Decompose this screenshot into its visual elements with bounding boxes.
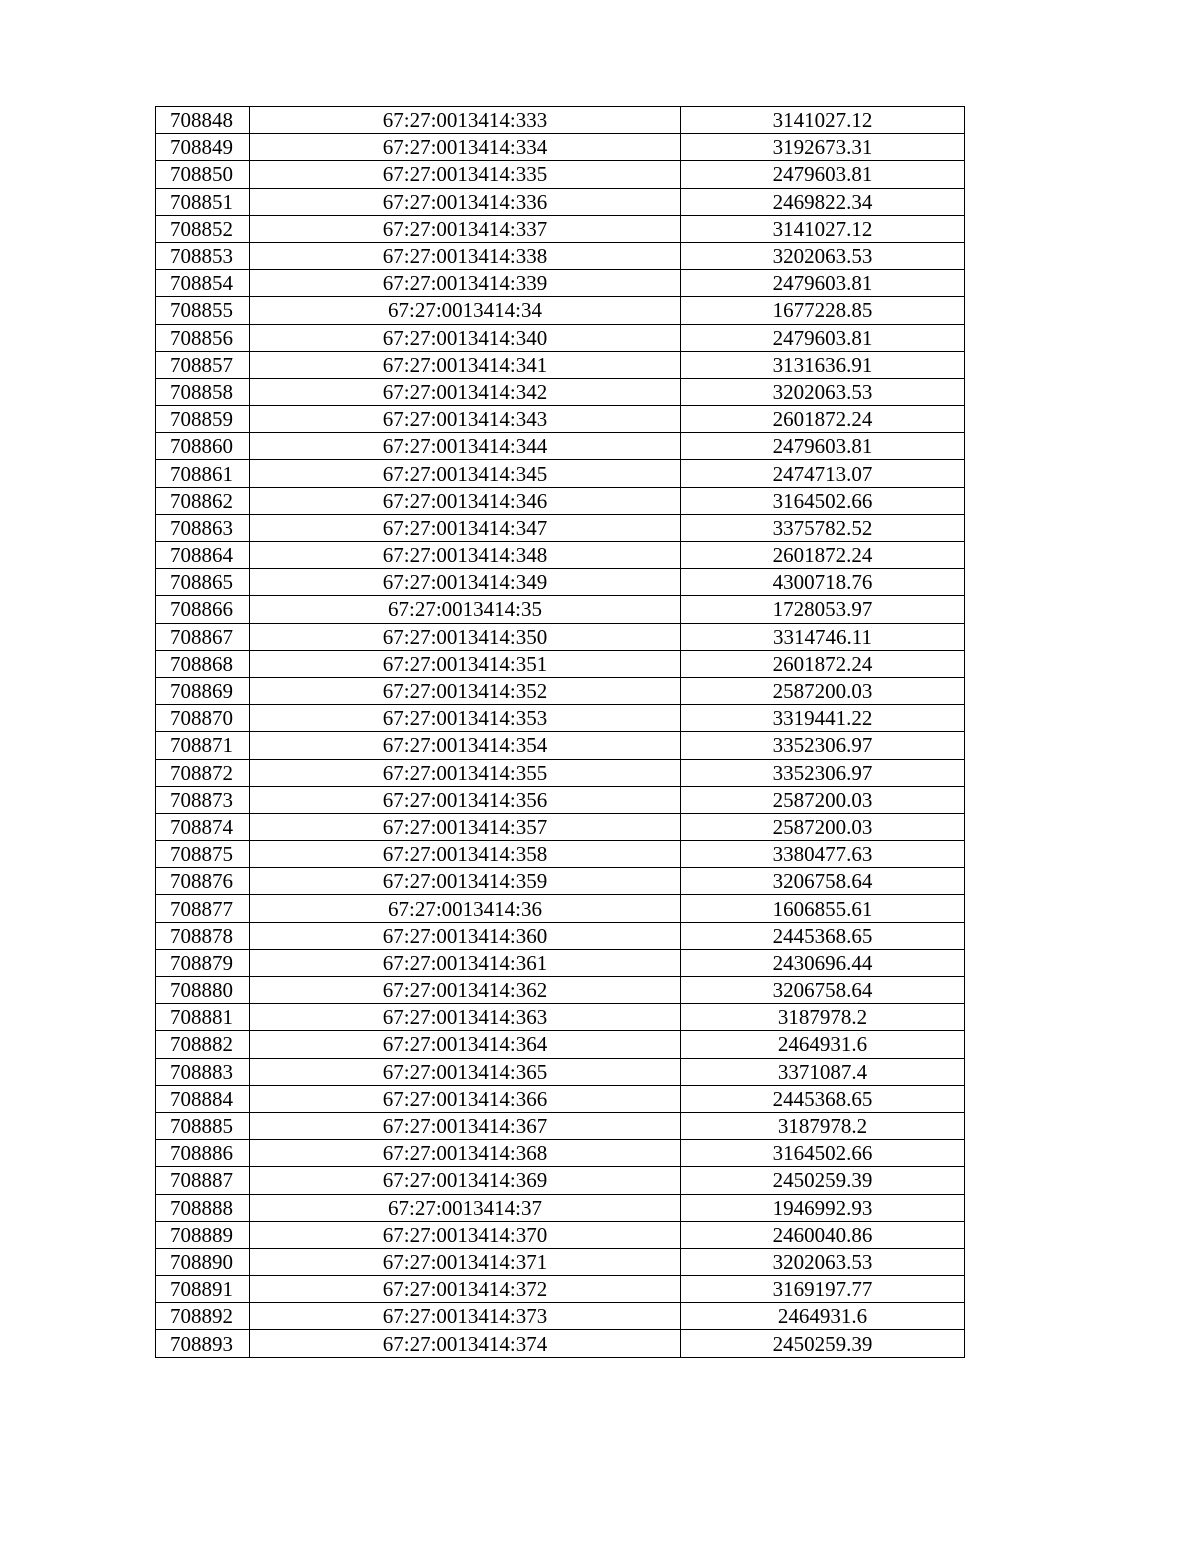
value-cell: 3164502.66 xyxy=(681,487,965,514)
row-number-cell: 708880 xyxy=(156,977,250,1004)
cadastral-number-cell: 67:27:0013414:363 xyxy=(250,1004,681,1031)
table-row xyxy=(156,487,965,514)
cadastral-number-cell: 67:27:0013414:357 xyxy=(250,813,681,840)
table-row xyxy=(156,732,965,759)
row-number-cell: 708870 xyxy=(156,705,250,732)
row-number-cell: 708881 xyxy=(156,1004,250,1031)
row-number-cell: 708875 xyxy=(156,841,250,868)
cadastral-number-cell: 67:27:0013414:37 xyxy=(250,1194,681,1221)
row-number-cell: 708893 xyxy=(156,1330,250,1357)
value-cell: 3314746.11 xyxy=(681,623,965,650)
row-number-cell: 708873 xyxy=(156,786,250,813)
value-cell: 3192673.31 xyxy=(681,134,965,161)
cadastral-number-cell: 67:27:0013414:368 xyxy=(250,1140,681,1167)
row-number-cell: 708866 xyxy=(156,596,250,623)
value-cell: 3187978.2 xyxy=(681,1004,965,1031)
table-row xyxy=(156,242,965,269)
cadastral-number-cell: 67:27:0013414:355 xyxy=(250,759,681,786)
row-number-cell: 708854 xyxy=(156,270,250,297)
table-row xyxy=(156,378,965,405)
cadastral-number-cell: 67:27:0013414:338 xyxy=(250,242,681,269)
cadastral-number-cell: 67:27:0013414:366 xyxy=(250,1085,681,1112)
value-cell: 1946992.93 xyxy=(681,1194,965,1221)
table-row xyxy=(156,514,965,541)
value-cell: 2601872.24 xyxy=(681,542,965,569)
value-cell: 3375782.52 xyxy=(681,514,965,541)
table-row xyxy=(156,1248,965,1275)
table-row xyxy=(156,188,965,215)
table-row xyxy=(156,949,965,976)
value-cell: 2601872.24 xyxy=(681,406,965,433)
table-row xyxy=(156,922,965,949)
row-number-cell: 708892 xyxy=(156,1303,250,1330)
value-cell: 3352306.97 xyxy=(681,759,965,786)
table-row xyxy=(156,596,965,623)
value-cell: 3206758.64 xyxy=(681,977,965,1004)
row-number-cell: 708876 xyxy=(156,868,250,895)
cadastral-number-cell: 67:27:0013414:359 xyxy=(250,868,681,895)
row-number-cell: 708856 xyxy=(156,324,250,351)
value-cell: 2464931.6 xyxy=(681,1031,965,1058)
cadastral-number-cell: 67:27:0013414:347 xyxy=(250,514,681,541)
value-cell: 2460040.86 xyxy=(681,1221,965,1248)
cadastral-number-cell: 67:27:0013414:335 xyxy=(250,161,681,188)
value-cell: 2479603.81 xyxy=(681,270,965,297)
row-number-cell: 708862 xyxy=(156,487,250,514)
cadastral-number-cell: 67:27:0013414:354 xyxy=(250,732,681,759)
value-cell: 3380477.63 xyxy=(681,841,965,868)
row-number-cell: 708857 xyxy=(156,351,250,378)
table-row xyxy=(156,895,965,922)
row-number-cell: 708885 xyxy=(156,1112,250,1139)
value-cell: 2474713.07 xyxy=(681,460,965,487)
value-cell: 2479603.81 xyxy=(681,433,965,460)
cadastral-number-cell: 67:27:0013414:343 xyxy=(250,406,681,433)
table-row xyxy=(156,868,965,895)
cadastral-number-cell: 67:27:0013414:348 xyxy=(250,542,681,569)
row-number-cell: 708865 xyxy=(156,569,250,596)
cadastral-number-cell: 67:27:0013414:337 xyxy=(250,215,681,242)
row-number-cell: 708867 xyxy=(156,623,250,650)
row-number-cell: 708877 xyxy=(156,895,250,922)
row-number-cell: 708886 xyxy=(156,1140,250,1167)
table-row xyxy=(156,650,965,677)
row-number-cell: 708864 xyxy=(156,542,250,569)
value-cell: 1606855.61 xyxy=(681,895,965,922)
row-number-cell: 708855 xyxy=(156,297,250,324)
table-row xyxy=(156,297,965,324)
cadastral-number-cell: 67:27:0013414:334 xyxy=(250,134,681,161)
value-cell: 2430696.44 xyxy=(681,949,965,976)
value-cell: 4300718.76 xyxy=(681,569,965,596)
table-row xyxy=(156,1004,965,1031)
cadastral-number-cell: 67:27:0013414:349 xyxy=(250,569,681,596)
cadastral-number-cell: 67:27:0013414:364 xyxy=(250,1031,681,1058)
cadastral-number-cell: 67:27:0013414:351 xyxy=(250,650,681,677)
row-number-cell: 708887 xyxy=(156,1167,250,1194)
cadastral-number-cell: 67:27:0013414:336 xyxy=(250,188,681,215)
value-cell: 3131636.91 xyxy=(681,351,965,378)
row-number-cell: 708872 xyxy=(156,759,250,786)
row-number-cell: 708879 xyxy=(156,949,250,976)
table-row xyxy=(156,759,965,786)
cadastral-number-cell: 67:27:0013414:362 xyxy=(250,977,681,1004)
table-row xyxy=(156,324,965,351)
table-row xyxy=(156,270,965,297)
cadastral-number-cell: 67:27:0013414:35 xyxy=(250,596,681,623)
table-row xyxy=(156,1303,965,1330)
cadastral-number-cell: 67:27:0013414:333 xyxy=(250,107,681,134)
table-row xyxy=(156,705,965,732)
table-row xyxy=(156,134,965,161)
row-number-cell: 708888 xyxy=(156,1194,250,1221)
row-number-cell: 708883 xyxy=(156,1058,250,1085)
value-cell: 3187978.2 xyxy=(681,1112,965,1139)
row-number-cell: 708848 xyxy=(156,107,250,134)
cadastral-number-cell: 67:27:0013414:365 xyxy=(250,1058,681,1085)
table-row xyxy=(156,1276,965,1303)
table-row xyxy=(156,786,965,813)
value-cell: 2464931.6 xyxy=(681,1303,965,1330)
value-cell: 2587200.03 xyxy=(681,786,965,813)
cadastral-number-cell: 67:27:0013414:344 xyxy=(250,433,681,460)
value-cell: 3371087.4 xyxy=(681,1058,965,1085)
row-number-cell: 708891 xyxy=(156,1276,250,1303)
value-cell: 1728053.97 xyxy=(681,596,965,623)
table-row xyxy=(156,161,965,188)
row-number-cell: 708853 xyxy=(156,242,250,269)
table-row xyxy=(156,351,965,378)
table-row xyxy=(156,977,965,1004)
cadastral-number-cell: 67:27:0013414:340 xyxy=(250,324,681,351)
cadastral-number-cell: 67:27:0013414:36 xyxy=(250,895,681,922)
value-cell: 3319441.22 xyxy=(681,705,965,732)
value-cell: 3169197.77 xyxy=(681,1276,965,1303)
cadastral-number-cell: 67:27:0013414:370 xyxy=(250,1221,681,1248)
cadastral-number-cell: 67:27:0013414:360 xyxy=(250,922,681,949)
value-cell: 2601872.24 xyxy=(681,650,965,677)
table-row xyxy=(156,1112,965,1139)
row-number-cell: 708850 xyxy=(156,161,250,188)
value-cell: 2587200.03 xyxy=(681,677,965,704)
row-number-cell: 708851 xyxy=(156,188,250,215)
table-row xyxy=(156,1058,965,1085)
row-number-cell: 708874 xyxy=(156,813,250,840)
row-number-cell: 708868 xyxy=(156,650,250,677)
row-number-cell: 708859 xyxy=(156,406,250,433)
table-row xyxy=(156,1330,965,1357)
data-table xyxy=(155,106,965,1358)
value-cell: 3141027.12 xyxy=(681,107,965,134)
cadastral-number-cell: 67:27:0013414:34 xyxy=(250,297,681,324)
row-number-cell: 708861 xyxy=(156,460,250,487)
row-number-cell: 708889 xyxy=(156,1221,250,1248)
cadastral-number-cell: 67:27:0013414:374 xyxy=(250,1330,681,1357)
value-cell: 1677228.85 xyxy=(681,297,965,324)
row-number-cell: 708871 xyxy=(156,732,250,759)
value-cell: 2450259.39 xyxy=(681,1330,965,1357)
value-cell: 3202063.53 xyxy=(681,242,965,269)
value-cell: 3352306.97 xyxy=(681,732,965,759)
cadastral-number-cell: 67:27:0013414:372 xyxy=(250,1276,681,1303)
table-row xyxy=(156,542,965,569)
cadastral-number-cell: 67:27:0013414:350 xyxy=(250,623,681,650)
table-row xyxy=(156,1031,965,1058)
row-number-cell: 708882 xyxy=(156,1031,250,1058)
row-number-cell: 708884 xyxy=(156,1085,250,1112)
table-row xyxy=(156,433,965,460)
cadastral-number-cell: 67:27:0013414:358 xyxy=(250,841,681,868)
table-row xyxy=(156,841,965,868)
cadastral-number-cell: 67:27:0013414:346 xyxy=(250,487,681,514)
cadastral-number-cell: 67:27:0013414:367 xyxy=(250,1112,681,1139)
value-cell: 3202063.53 xyxy=(681,378,965,405)
value-cell: 3202063.53 xyxy=(681,1248,965,1275)
cadastral-number-cell: 67:27:0013414:345 xyxy=(250,460,681,487)
table-row xyxy=(156,107,965,134)
cadastral-number-cell: 67:27:0013414:352 xyxy=(250,677,681,704)
cadastral-number-cell: 67:27:0013414:361 xyxy=(250,949,681,976)
row-number-cell: 708858 xyxy=(156,378,250,405)
value-cell: 2479603.81 xyxy=(681,161,965,188)
cadastral-number-cell: 67:27:0013414:341 xyxy=(250,351,681,378)
value-cell: 2445368.65 xyxy=(681,922,965,949)
table-row xyxy=(156,813,965,840)
value-cell: 3141027.12 xyxy=(681,215,965,242)
cadastral-number-cell: 67:27:0013414:369 xyxy=(250,1167,681,1194)
value-cell: 3206758.64 xyxy=(681,868,965,895)
table-row xyxy=(156,569,965,596)
row-number-cell: 708863 xyxy=(156,514,250,541)
cadastral-number-cell: 67:27:0013414:356 xyxy=(250,786,681,813)
row-number-cell: 708860 xyxy=(156,433,250,460)
table-row xyxy=(156,1085,965,1112)
value-cell: 2479603.81 xyxy=(681,324,965,351)
table-row xyxy=(156,1194,965,1221)
row-number-cell: 708890 xyxy=(156,1248,250,1275)
table-row xyxy=(156,460,965,487)
row-number-cell: 708852 xyxy=(156,215,250,242)
row-number-cell: 708869 xyxy=(156,677,250,704)
table-row xyxy=(156,1167,965,1194)
table-body xyxy=(156,107,965,1358)
table-row xyxy=(156,677,965,704)
value-cell: 3164502.66 xyxy=(681,1140,965,1167)
value-cell: 2587200.03 xyxy=(681,813,965,840)
table-row xyxy=(156,1140,965,1167)
value-cell: 2445368.65 xyxy=(681,1085,965,1112)
row-number-cell: 708878 xyxy=(156,922,250,949)
table-row xyxy=(156,215,965,242)
cadastral-number-cell: 67:27:0013414:371 xyxy=(250,1248,681,1275)
cadastral-number-cell: 67:27:0013414:339 xyxy=(250,270,681,297)
value-cell: 2469822.34 xyxy=(681,188,965,215)
table-row xyxy=(156,623,965,650)
row-number-cell: 708849 xyxy=(156,134,250,161)
table-row xyxy=(156,406,965,433)
cadastral-number-cell: 67:27:0013414:342 xyxy=(250,378,681,405)
cadastral-number-cell: 67:27:0013414:373 xyxy=(250,1303,681,1330)
value-cell: 2450259.39 xyxy=(681,1167,965,1194)
table-row xyxy=(156,1221,965,1248)
cadastral-number-cell: 67:27:0013414:353 xyxy=(250,705,681,732)
